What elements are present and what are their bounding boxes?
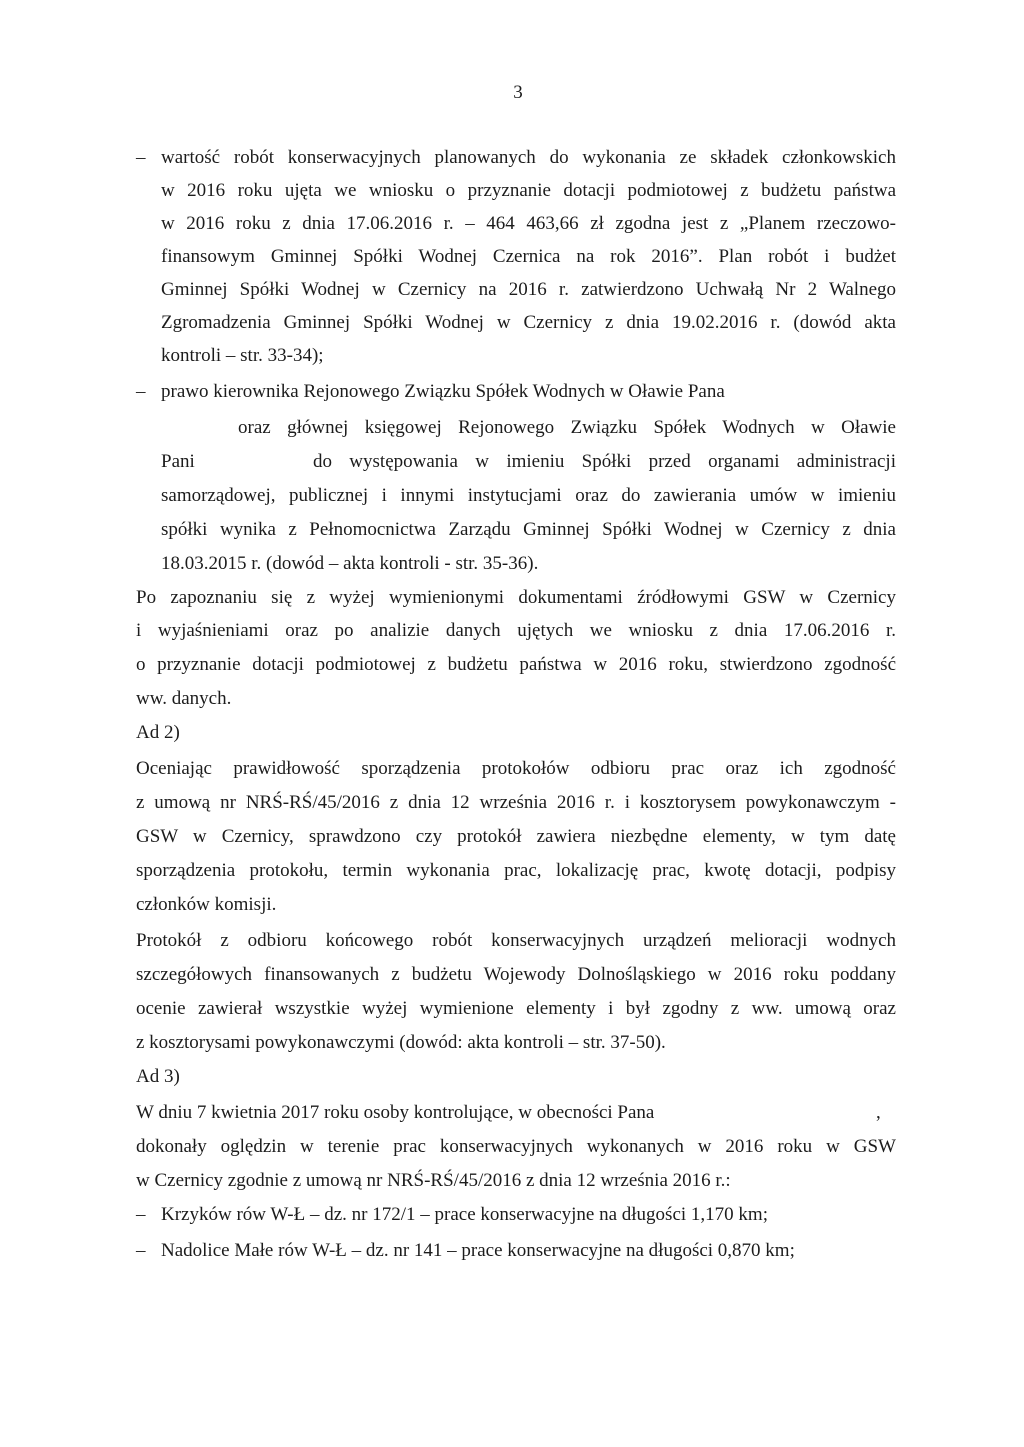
paragraph-line: finansowym Gminnej Spółki Wodnej Czernica na rok 2016”. Plan robót i budżet xyxy=(161,246,896,267)
paragraph-line: z umową nr NRŚ-RŚ/45/2016 z dnia 12 września 2016 r. i kosztorysem powykonawczym - xyxy=(136,792,896,813)
paragraph-line: GSW w Czernicy, sprawdzono czy protokół zawiera niezbędne elementy, w tym datę xyxy=(136,826,896,847)
paragraph-line: 18.03.2015 r. (dowód – akta kontroli - str. 35-36). xyxy=(161,553,539,574)
section-heading: Ad 3) xyxy=(136,1066,180,1087)
paragraph-line: , xyxy=(876,1102,881,1123)
paragraph-line: Oceniając prawidłowość sporządzenia protokołów odbioru prac oraz ich zgodność xyxy=(136,758,896,779)
paragraph-line: dokonały oględzin w terenie prac konserwacyjnych wykonanych w 2016 roku w GSW xyxy=(136,1136,896,1157)
list-item: Krzyków rów W-Ł – dz. nr 172/1 – prace konserwacyjne na długości 1,170 km; xyxy=(161,1204,768,1225)
paragraph-line: Zgromadzenia Gminnej Spółki Wodnej w Czernicy z dnia 19.02.2016 r. (dowód akta xyxy=(161,312,896,333)
paragraph-line: ocenie zawierał wszystkie wyżej wymienione elementy i był zgodny z ww. umową oraz xyxy=(136,998,896,1019)
paragraph-line: w Czernicy zgodnie z umową nr NRŚ-RŚ/45/2016 z dnia 12 września 2016 r.: xyxy=(136,1170,731,1191)
paragraph-line: W dniu 7 kwietnia 2017 roku osoby kontrolujące, w obecności Pana xyxy=(136,1102,655,1123)
paragraph-line: sporządzenia protokołu, termin wykonania prac, lokalizację prac, kwotę dotacji, podpisy xyxy=(136,860,896,881)
paragraph-line: oraz głównej księgowej Rejonowego Związku Spółek Wodnych w Oławie xyxy=(238,417,896,438)
paragraph-line: w 2016 roku z dnia 17.06.2016 r. – 464 463,66 zł zgodna jest z „Planem rzeczowo- xyxy=(161,213,896,234)
paragraph-line: ww. danych. xyxy=(136,688,232,709)
list-item: Nadolice Małe rów W-Ł – dz. nr 141 – prace konserwacyjne na długości 0,870 km; xyxy=(161,1240,795,1261)
paragraph-line: kontroli – str. 33-34); xyxy=(161,345,324,366)
paragraph-line: Gminnej Spółki Wodnej w Czernicy na 2016 r. zatwierdzono Uchwałą Nr 2 Walnego xyxy=(161,279,896,300)
paragraph-line: Protokół z odbioru końcowego robót konserwacyjnych urządzeń melioracji wodnych xyxy=(136,930,896,951)
paragraph-line: o przyznanie dotacji podmiotowej z budżetu państwa w 2016 roku, stwierdzono zgodność xyxy=(136,654,896,675)
bullet-dash: – xyxy=(136,1204,146,1225)
paragraph-line: wartość robót konserwacyjnych planowanych do wykonania ze składek członkowskich xyxy=(161,147,896,168)
paragraph-line: członków komisji. xyxy=(136,894,277,915)
bullet-dash: – xyxy=(136,1240,146,1261)
paragraph-line: Po zapoznaniu się z wyżej wymienionymi dokumentami źródłowymi GSW w Czernicy xyxy=(136,587,896,608)
paragraph-line: szczegółowych finansowanych z budżetu Wojewody Dolnośląskiego w 2016 roku poddany xyxy=(136,964,896,985)
paragraph-line: do występowania w imieniu Spółki przed organami administracji xyxy=(313,451,896,472)
paragraph-line: w 2016 roku ujęta we wniosku o przyznanie dotacji podmiotowej z budżetu państwa xyxy=(161,180,896,201)
paragraph-line: samorządowej, publicznej i innymi instytucjami oraz do zawierania umów w imieniu xyxy=(161,485,896,506)
paragraph-line: prawo kierownika Rejonowego Związku Spółek Wodnych w Oławie Pana xyxy=(161,381,725,402)
bullet-dash: – xyxy=(136,381,146,402)
section-heading: Ad 2) xyxy=(136,722,180,743)
bullet-dash: – xyxy=(136,147,146,168)
paragraph-line: Pani xyxy=(161,451,195,472)
paragraph-line: spółki wynika z Pełnomocnictwa Zarządu Gminnej Spółki Wodnej w Czernicy z dnia xyxy=(161,519,896,540)
paragraph-line: i wyjaśnieniami oraz po analizie danych ujętych we wniosku z dnia 17.06.2016 r. xyxy=(136,620,896,641)
page-number: 3 xyxy=(513,82,523,103)
paragraph-line: z kosztorysami powykonawczymi (dowód: akta kontroli – str. 37-50). xyxy=(136,1032,666,1053)
